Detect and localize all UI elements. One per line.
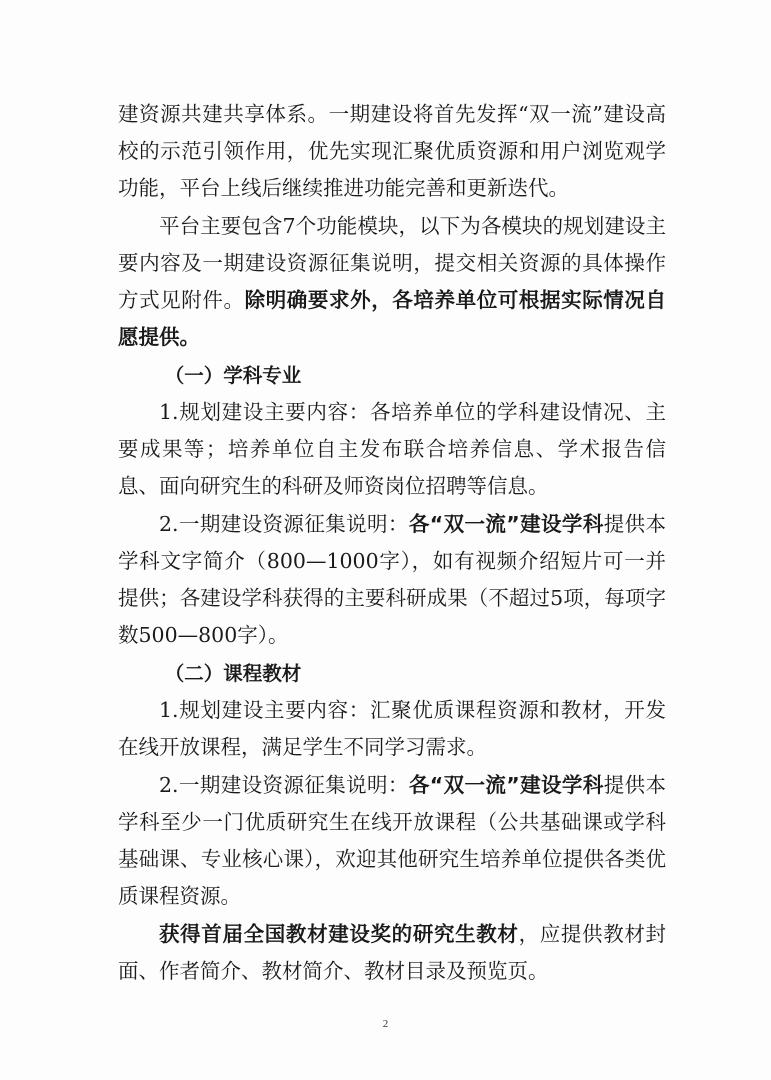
page-number: 2 <box>382 1018 389 1030</box>
paragraph-discipline-collection <box>118 506 666 654</box>
paragraph-text: 建资源共建共享体系。一期建设将首先发挥“双一流”建设高校的示范引领作用，优先实现汇聚优质资源和用户浏览观学功能，平台上线后继续推进功能完善和更新迭代。 <box>118 102 666 200</box>
bold-text: 各“双一流”建设学科 <box>408 773 604 797</box>
body-text <box>118 96 666 991</box>
paragraph-text: 平台主要包含7个功能模块，以下为各模块的规划建设主要内容及一期建设资源征集说明，提交相关资源的具体操作方式见附件。 <box>118 214 666 312</box>
section-heading-discipline: （一）学科专业 <box>164 364 302 387</box>
paragraph-text: 1.规划建设主要内容：汇聚优质课程资源和教材，开发在线开放课程，满足学生不同学习需求。 <box>118 698 666 759</box>
paragraph-text: 2.一期建设资源征集说明： <box>159 773 409 797</box>
paragraph-text: 提供本学科文字简介（800—1000字），如有视频介绍短片可一并提供；各建设学科获得的主要科研成果（不超过5项，每项字数500—800字）。 <box>118 512 667 647</box>
paragraph-text: 1.规划建设主要内容：各培养单位的学科建设情况、主要成果等；培养单位自主发布联合培养信息、学术报告信息、面向研究生的科研及师资岗位招聘等信息。 <box>118 400 666 498</box>
paragraph-textbook-award <box>118 916 666 990</box>
paragraph-courses-collection <box>118 767 666 915</box>
paragraph-text: 2.一期建设资源征集说明： <box>159 512 409 536</box>
paragraph-text: 提供本学科至少一门优质研究生在线开放课程（公共基础课或学科基础课、专业核心课），欢迎其他研究生培养单位提供各类优质课程资源。 <box>118 773 667 908</box>
section-heading-courses: （二）课程教材 <box>164 662 302 685</box>
paragraph-modules <box>118 208 666 356</box>
paragraph-courses-plan <box>118 692 666 766</box>
paragraph-intro-continued <box>118 96 666 207</box>
bold-text: 除明确要求外，各培养单位可根据实际情况自愿提供。 <box>118 288 667 349</box>
paragraph-discipline-plan <box>118 394 666 505</box>
bold-text: 各“双一流”建设学科 <box>408 512 604 536</box>
paragraph-text: ，应提供教材封面、作者简介、教材简介、教材目录及预览页。 <box>118 922 667 983</box>
bold-text: 获得首届全国教材建设奖的研究生教材 <box>159 922 519 946</box>
